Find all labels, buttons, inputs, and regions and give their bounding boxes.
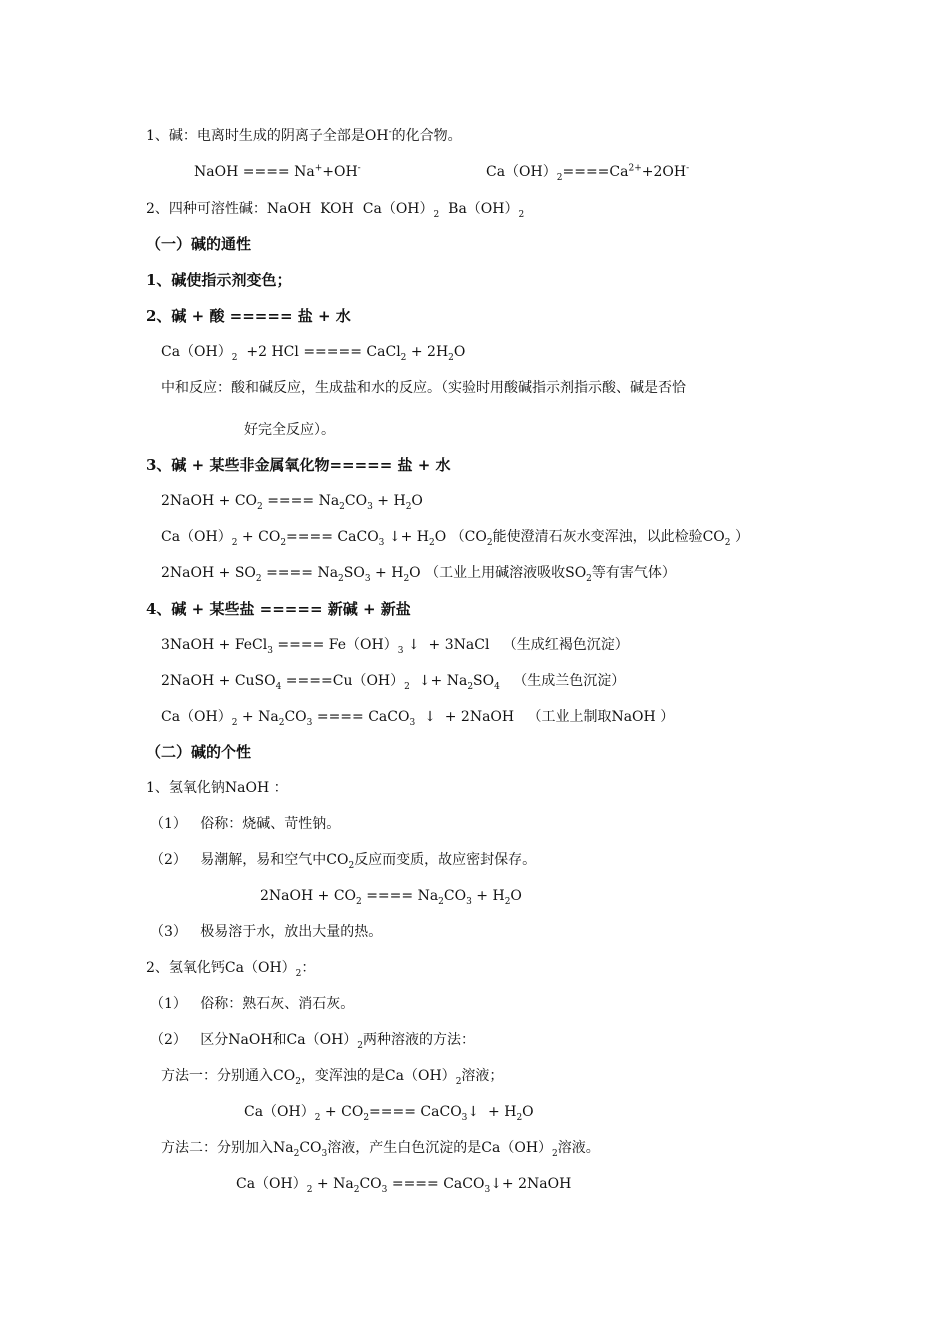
text-segment: （2） 易潮解，易和空气中CO <box>150 852 349 868</box>
ionization-equation-caoh2 <box>486 162 689 182</box>
text-segment: Ca（OH） <box>486 164 557 180</box>
text-segment: CO <box>443 888 467 904</box>
property-heading-2 <box>146 306 351 326</box>
subscript: 2 <box>556 172 563 183</box>
subscript: 2 <box>363 1112 370 1123</box>
method-two-line <box>161 1138 600 1158</box>
text-segment: ==== Na <box>361 888 439 904</box>
subscript: 2 <box>400 352 407 363</box>
list-item <box>150 1030 475 1050</box>
subscript: 3 <box>364 573 371 584</box>
text-segment: 1、碱使指示剂变色； <box>146 271 292 289</box>
subscript: 2 <box>348 860 355 871</box>
text-segment: O <box>411 493 423 509</box>
text-segment: ==== Na <box>261 565 339 581</box>
equation-line <box>161 563 676 583</box>
text-segment: ==== Fe（OH） <box>272 637 398 653</box>
text-segment: + H <box>372 493 406 509</box>
text-segment: 1、氢氧化钠NaOH ： <box>146 780 288 796</box>
list-item <box>150 814 340 834</box>
definition-line <box>146 126 462 146</box>
text-segment: ↓+ Na <box>409 673 468 689</box>
subscript: 2 <box>295 968 302 979</box>
text-segment: 2、四种可溶性碱：NaOH KOH Ca（OH） <box>146 201 434 217</box>
property-heading-4 <box>146 599 411 619</box>
subscript: 2 <box>257 501 263 512</box>
equation-line <box>161 527 749 547</box>
section-heading-general-properties <box>146 234 251 254</box>
subscript: 2 <box>455 1076 462 1087</box>
text-segment: 2、碱 + 酸 ===== 盐 + 水 <box>146 307 351 325</box>
text-segment: 3NaOH + FeCl <box>161 637 268 653</box>
text-segment: 方法一：分别通入CO <box>161 1068 296 1084</box>
subscript: 2 <box>428 537 435 548</box>
text-segment: ==== CaCO <box>387 1176 485 1192</box>
subscript: 2 <box>255 573 262 584</box>
property-heading-1 <box>146 270 291 290</box>
subscript: 3 <box>461 1112 468 1123</box>
subscript: 3 <box>267 645 273 656</box>
subscript: 2 <box>231 537 238 548</box>
text-segment: +2 HCl ===== CaCl <box>237 344 401 360</box>
text-segment: 中和反应：酸和碱反应，生成盐和水的反应。（实验时用酸碱指示剂指示酸、碱是否恰 <box>161 380 686 396</box>
equation-line <box>260 886 522 906</box>
subsection-naoh <box>146 778 288 798</box>
text-segment: 溶液。 <box>557 1140 600 1156</box>
text-segment: ↓+ 2NaOH <box>490 1176 572 1192</box>
subscript: 2 <box>404 681 410 692</box>
superscript: 2+ <box>628 163 642 174</box>
subscript: 2 <box>353 1184 360 1195</box>
superscript: - <box>357 163 361 174</box>
text-segment: O <box>510 888 522 904</box>
text-segment: 2NaOH + CO <box>161 493 258 509</box>
text-segment: （1） 俗称：烧碱、苛性钠。 <box>150 816 341 832</box>
text-segment: +OH <box>322 164 358 180</box>
equation-line <box>161 342 465 362</box>
text-segment: （1） 俗称：熟石灰、消石灰。 <box>150 996 355 1012</box>
text-segment: ==== CaCO <box>312 709 410 725</box>
list-item <box>150 850 536 870</box>
subscript: 3 <box>484 1184 491 1195</box>
subscript: 2 <box>231 717 238 728</box>
text-segment: 好完全反应）。 <box>244 422 335 438</box>
text-segment: ==== Na <box>262 493 340 509</box>
subscript: 2 <box>467 681 474 692</box>
method-one-line <box>161 1066 503 1086</box>
text-segment: 溶液，产生白色沉淀的是Ca（OH） <box>327 1140 553 1156</box>
text-segment: + H <box>471 888 505 904</box>
text-segment: 反应而变质，故应密封保存。 <box>354 852 537 868</box>
text-segment: （生成兰色沉淀） <box>499 673 626 689</box>
text-segment: 1、碱：电离时生成的阴离子全部是OH <box>146 128 389 144</box>
subscript: 2 <box>586 573 592 584</box>
text-segment: ==== CaCO <box>286 529 379 545</box>
text-segment: ，变浑浊的是Ca（OH） <box>300 1068 456 1084</box>
neutralization-definition <box>161 378 686 398</box>
subscript: 2 <box>516 1112 523 1123</box>
text-segment: （一）碱的通性 <box>146 235 252 253</box>
text-segment: O （CO <box>434 529 487 545</box>
subscript: 3 <box>381 1184 388 1195</box>
text-segment: 溶液； <box>461 1068 504 1084</box>
text-segment: + H <box>370 565 404 581</box>
equation-line <box>236 1174 571 1194</box>
text-segment: SO <box>343 565 365 581</box>
text-segment: CO <box>344 493 368 509</box>
subscript: 2 <box>357 1040 364 1051</box>
subscript: 2 <box>278 717 285 728</box>
superscript: - <box>388 127 392 138</box>
subscript: 3 <box>409 717 416 728</box>
subscript: 2 <box>433 209 440 220</box>
section-heading-individual-properties <box>146 742 251 762</box>
list-item <box>150 994 354 1014</box>
text-segment: + CO <box>237 529 281 545</box>
text-segment: 2NaOH + SO <box>161 565 256 581</box>
text-segment: 2NaOH + CuSO <box>161 673 276 689</box>
text-segment: Ca（OH） <box>161 344 232 360</box>
subscript: 3 <box>321 1148 328 1159</box>
subscript: 4 <box>494 681 500 692</box>
text-segment: ↓+ H <box>384 529 429 545</box>
subscript: 2 <box>403 573 410 584</box>
text-segment: 能使澄清石灰水变浑浊，以此检验CO <box>492 529 725 545</box>
ionization-equation-naoh <box>194 162 361 182</box>
text-segment: Ca（OH） <box>161 709 232 725</box>
subscript: 4 <box>275 681 282 692</box>
text-segment: ====Cu（OH） <box>281 673 405 689</box>
subscript: 2 <box>295 1076 301 1087</box>
text-segment: 两种溶液的方法： <box>363 1032 476 1048</box>
subscript: 2 <box>293 1148 300 1159</box>
text-segment: + Na <box>312 1176 354 1192</box>
subscript: 2 <box>405 501 412 512</box>
equation-line <box>161 491 423 511</box>
subscript: 2 <box>231 352 238 363</box>
text-segment: O <box>522 1104 534 1120</box>
text-segment: +2OH <box>641 164 687 180</box>
equation-line <box>161 671 625 691</box>
text-segment: SO <box>473 673 495 689</box>
text-segment: 2NaOH + CO <box>260 888 357 904</box>
subscript: 2 <box>280 537 287 548</box>
text-segment: 等有害气体） <box>591 565 676 581</box>
text-segment: + 2H <box>406 344 449 360</box>
subscript: 2 <box>338 573 344 584</box>
text-segment: ↓ + 3NaCl （生成红褐色沉淀） <box>403 637 629 653</box>
text-segment: Ca（OH） <box>161 529 232 545</box>
subscript: 2 <box>438 896 444 907</box>
text-segment: CO <box>284 709 307 725</box>
subscript: 2 <box>504 896 511 907</box>
text-segment: （3） 极易溶于水，放出大量的热。 <box>150 924 383 940</box>
text-segment: ： <box>301 960 316 976</box>
neutralization-definition-cont <box>244 420 335 440</box>
text-segment: ====Ca <box>562 164 629 180</box>
equation-line <box>161 707 674 727</box>
subscript: 3 <box>367 501 373 512</box>
text-segment: ） <box>730 529 749 545</box>
text-segment: + CO <box>320 1104 364 1120</box>
subscript: 2 <box>448 352 454 363</box>
subscript: 3 <box>397 645 404 656</box>
subscript: 2 <box>314 1112 321 1123</box>
soluble-bases-line <box>146 199 524 219</box>
subscript: 3 <box>466 896 472 907</box>
property-heading-3 <box>146 455 451 475</box>
text-segment: ↓ + H <box>467 1104 517 1120</box>
text-segment: NaOH ==== Na <box>194 164 315 180</box>
subscript: 2 <box>552 1148 558 1159</box>
text-segment: ↓ + 2NaOH （工业上制取NaOH ） <box>415 709 675 725</box>
text-segment: 2、氢氧化钙Ca（OH） <box>146 960 296 976</box>
superscript: - <box>686 163 690 174</box>
subscript: 3 <box>306 717 313 728</box>
text-segment: 3、碱 + 某些非金属氧化物===== 盐 + 水 <box>146 456 451 474</box>
text-segment: CO <box>299 1140 322 1156</box>
text-segment: + Na <box>237 709 279 725</box>
text-segment: Ca（OH） <box>244 1104 315 1120</box>
text-segment: （二）碱的个性 <box>146 743 252 761</box>
text-segment: 4、碱 + 某些盐 ===== 新碱 + 新盐 <box>146 600 411 618</box>
subsection-caoh2 <box>146 958 315 978</box>
text-segment: Ba（OH） <box>439 201 519 217</box>
subscript: 2 <box>486 537 493 548</box>
equation-line <box>244 1102 534 1122</box>
text-segment: O <box>453 344 466 360</box>
text-segment: CO <box>359 1176 382 1192</box>
superscript: + <box>314 163 323 174</box>
subscript: 2 <box>356 896 362 907</box>
list-item <box>150 922 382 942</box>
subscript: 2 <box>724 537 731 548</box>
text-segment: 的化合物。 <box>391 128 462 144</box>
equation-line <box>161 635 629 655</box>
text-segment: ==== CaCO <box>369 1104 462 1120</box>
text-segment: Ca（OH） <box>236 1176 307 1192</box>
text-segment: 方法二：分别加入Na <box>161 1140 294 1156</box>
subscript: 2 <box>306 1184 313 1195</box>
text-segment: （2） 区分NaOH和Ca（OH） <box>150 1032 358 1048</box>
subscript: 2 <box>518 209 525 220</box>
text-segment: O （工业上用碱溶液吸收SO <box>409 565 587 581</box>
subscript: 2 <box>339 501 345 512</box>
subscript: 3 <box>378 537 385 548</box>
